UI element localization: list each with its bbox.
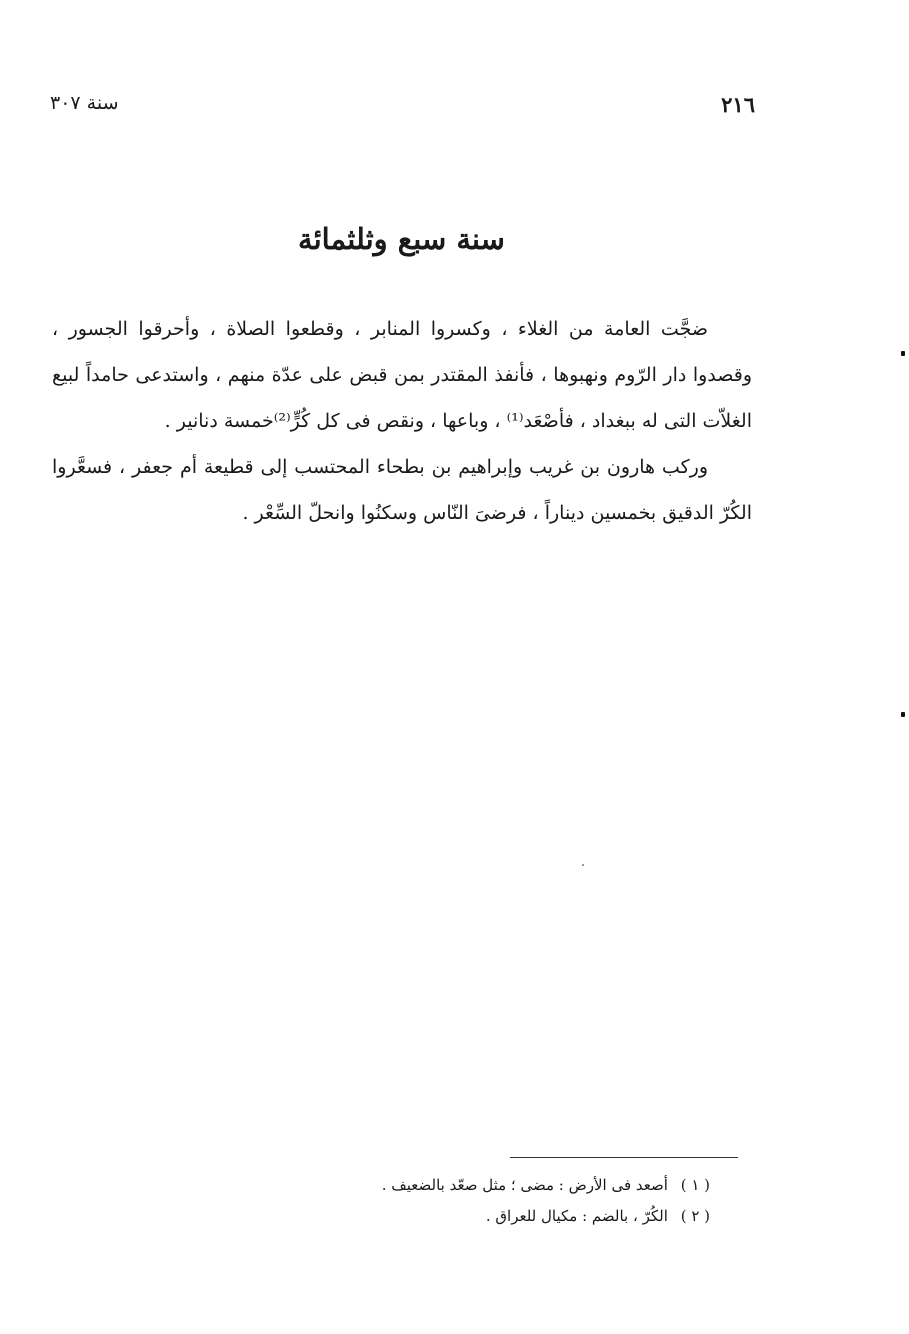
running-head (50, 92, 755, 122)
paragraph: وركب هارون بن غريب وإبراهيم بن بطحاء المحتسب إلى قطيعة أم جعفر ، فسعَّروا الكُرّ الدقيق بخمسين ديناراً ، فرضىَ النّاس وسكنُوا وانحلّ السِّعْر . (52, 456, 752, 524)
footnote-marker: ( ١ ) (680, 1176, 710, 1194)
scan-speck (582, 864, 584, 866)
chapter-title: سنة سبع وثلثمائة (298, 222, 505, 256)
footnote-marker: ( ٢ ) (680, 1207, 710, 1225)
footnote (300, 1170, 710, 1201)
running-head-year: سنة ٣٠٧ (50, 92, 119, 114)
scan-speck (901, 351, 905, 356)
scan-speck (901, 712, 905, 717)
footnotes (300, 1170, 710, 1232)
page-number: ٢١٦ (721, 92, 755, 117)
paragraph: ضجَّت العامة من الغلاء ، وكسروا المنابر ، وقطعوا الصلاة ، وأحرقوا الجسور ، وقصدوا دار الرّوم ونهبوها ، فأنفذ المقتدر بمن قبض على عدّة منهم ، واستدعى حامداً لبيع الغلاّت التى له ببغداد ، فأصْعَد⁽¹⁾ ، وباعها ، ونقص فى كل كُرٍّ⁽²⁾خمسة دنانير . (52, 318, 752, 432)
footnote-text: الكُرّ ، بالضم : مكيال للعراق . (485, 1207, 668, 1225)
footnote (300, 1201, 710, 1232)
footnote-text: أصعد فى الأرض : مضى ؛ مثل صعّد بالضعيف . (381, 1176, 668, 1194)
footnote-divider (510, 1157, 738, 1158)
body-text (52, 306, 752, 536)
